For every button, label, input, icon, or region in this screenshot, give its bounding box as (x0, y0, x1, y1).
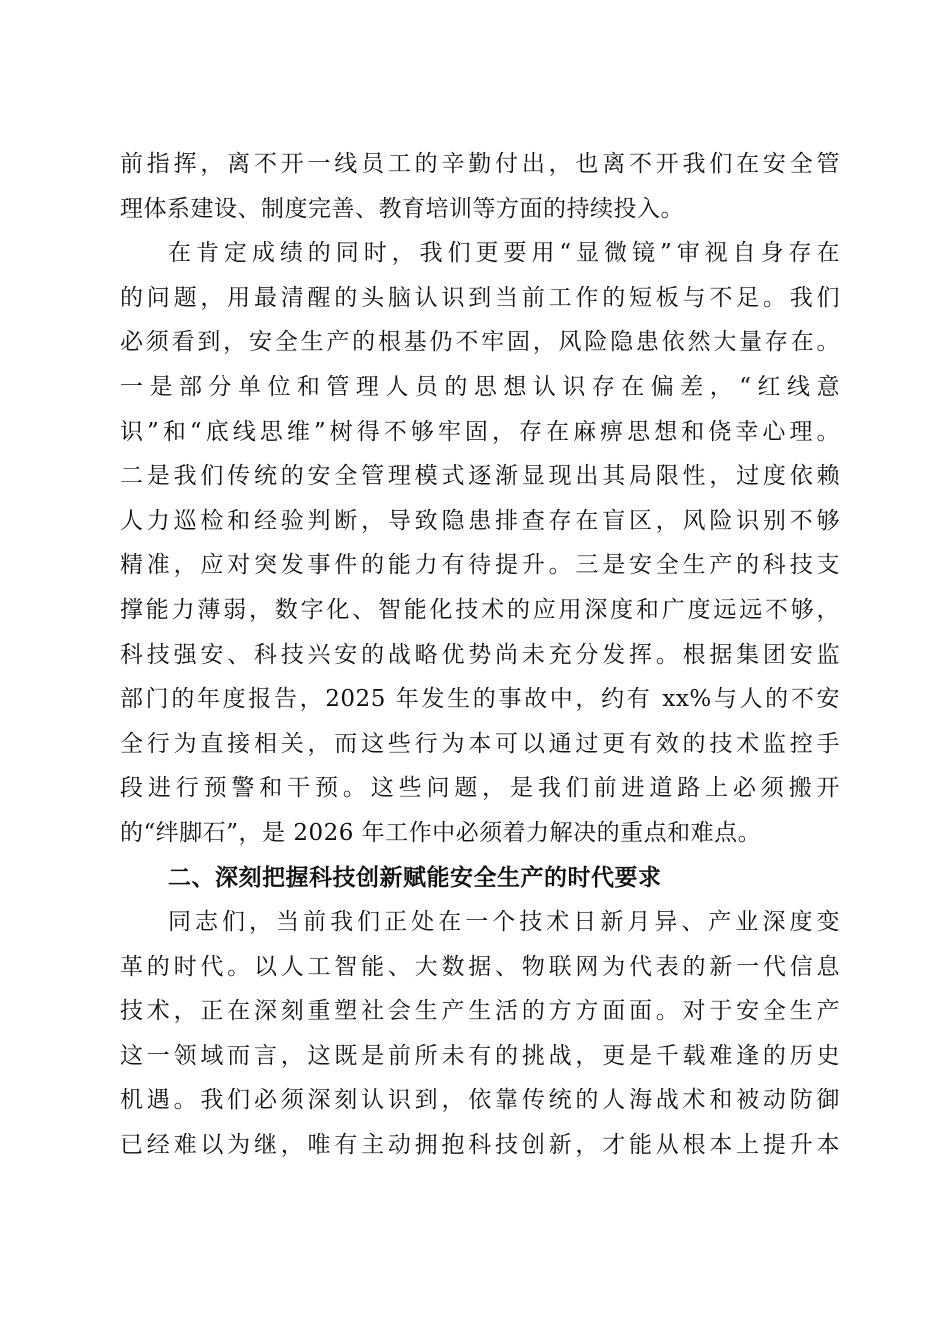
text-line: 全行为直接相关，而这些行为本可以通过更有效的技术监控手 (120, 730, 840, 757)
text-line: 的问题，用最清醒的头脑认识到当前工作的短板与不足。我们 (120, 284, 840, 311)
text-line: 前指挥，离不开一线员工的辛勤付出，也离不开我们在安全管 (120, 151, 840, 177)
text-line: 二是我们传统的安全管理模式逐渐显现出其局限性，过度依赖 (120, 463, 840, 490)
text-line: 同志们，当前我们正处在一个技术日新月异、产业深度变 (168, 909, 840, 936)
document-body (120, 142, 840, 1168)
text-line: 科技强安、科技兴安的战略优势尚未充分发挥。根据集团安监 (120, 641, 840, 668)
text-line: 精准，应对突发事件的能力有待提升。三是安全生产的科技支 (120, 552, 840, 579)
text-line: 段进行预警和干预。这些问题，是我们前进道路上必须搬开 (120, 775, 840, 802)
text-line: 部门的年度报告，2025 年发生的事故中，约有 xx%与人的不安 (120, 686, 840, 713)
text-line: 撑能力薄弱，数字化、智能化技术的应用深度和广度远远不够， (120, 596, 840, 623)
text-line: 理体系建设、制度完善、教育培训等方面的持续投入。 (120, 195, 684, 222)
text-line: 机遇。我们必须深刻认识到，依靠传统的人海战术和被动防御 (120, 1087, 840, 1114)
text-line: 已经难以为继，唯有主动拥抱科技创新，才能从根本上提升本 (120, 1132, 840, 1159)
text-line: 技术，正在深刻重塑社会生产生活的方方面面。对于安全生产 (120, 998, 840, 1025)
text-line: 的“绊脚石”，是 2026 年工作中必须着力解决的重点和难点。 (120, 819, 762, 846)
paragraph (120, 142, 840, 231)
text-line: 人力巡检和经验判断，导致隐患排查存在盲区，风险识别不够 (120, 507, 840, 534)
text-line: 必须看到，安全生产的根基仍不牢固，风险隐患依然大量存在。 (120, 329, 840, 356)
section-heading: 二、深刻把握科技创新赋能安全生产的时代要求 (168, 864, 662, 891)
text-line: 识”和“底线思维”树得不够牢固，存在麻痹思想和侥幸心理。 (120, 418, 840, 445)
text-line: 革的时代。以人工智能、大数据、物联网为代表的新一代信息 (120, 953, 840, 980)
text-line: 这一领域而言，这既是前所未有的挑战，更是千载难逢的历史 (120, 1042, 840, 1069)
text-line: 在肯定成绩的同时，我们更要用“显微镜”审视自身存在 (168, 240, 840, 267)
paragraph (120, 231, 840, 855)
paragraph (120, 900, 840, 1168)
text-line: 一是部分单位和管理人员的思想认识存在偏差，“红线意 (120, 373, 840, 400)
